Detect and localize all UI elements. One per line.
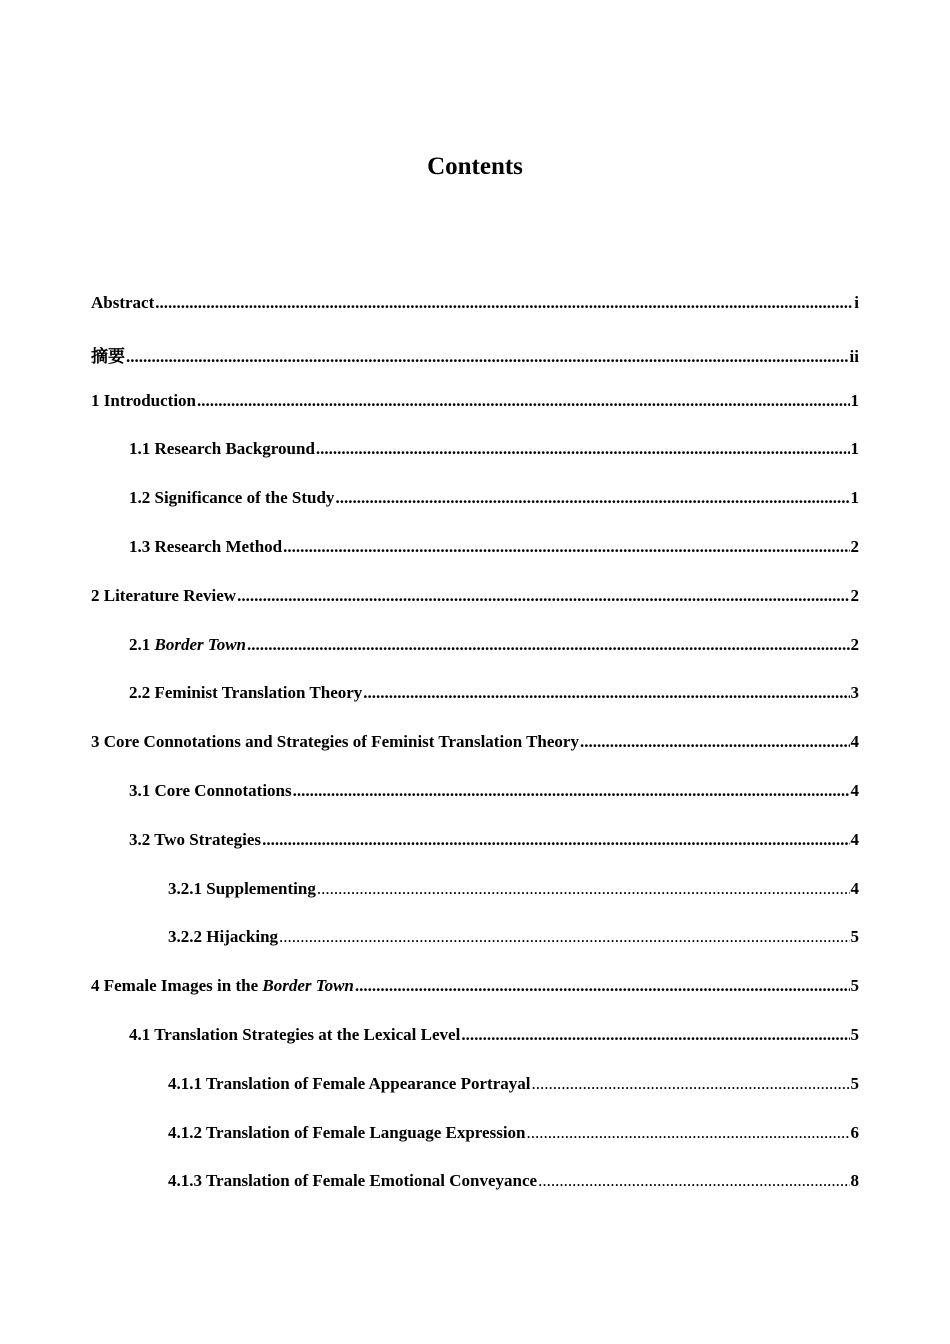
toc-entry[interactable] [91, 439, 859, 488]
toc-entry[interactable] [91, 1123, 859, 1172]
toc-dot-leader [335, 488, 849, 508]
toc-page-number: 4 [850, 878, 859, 898]
toc-entry-label [168, 879, 316, 899]
toc-entry-title: 4.1.1 Translation of Female Appearance Portrayal [168, 1073, 531, 1093]
toc-dot-leader [293, 781, 850, 801]
toc-entry-title: 4.1 Translation Strategies at the Lexical Level [129, 1024, 461, 1044]
toc-entry-title: 4.1.2 Translation of Female Language Expression [168, 1122, 526, 1142]
toc-entry-title: 3.2.2 Hijacking [168, 927, 279, 947]
toc-entry-title: 3.2.1 Supplementing [168, 878, 316, 898]
toc-page-number: 2 [850, 585, 859, 605]
toc-dot-leader [317, 879, 850, 899]
toc-entry-label [168, 1171, 537, 1191]
toc-page-number: 6 [850, 1122, 859, 1142]
toc-entry[interactable] [91, 1025, 859, 1074]
toc-entry[interactable] [91, 488, 859, 537]
toc-entry-label [91, 293, 154, 313]
toc-entry[interactable] [91, 683, 859, 732]
toc-entry-title: 4.1.3 Translation of Female Emotional Conveyance [168, 1171, 538, 1191]
toc-dot-leader [580, 732, 850, 752]
toc-entry[interactable] [91, 1074, 859, 1123]
toc-dot-leader [262, 830, 849, 850]
toc-entry-title: 1.2 Significance of the Study [129, 488, 335, 508]
toc-entry-label [129, 439, 315, 459]
toc-entry-label [129, 488, 334, 508]
toc-dot-leader [316, 439, 850, 459]
toc-dot-leader [237, 586, 849, 606]
toc-entry-label [168, 927, 278, 947]
page-title: Contents [427, 153, 523, 180]
toc-dot-leader [155, 293, 853, 313]
toc-entry-label [129, 781, 292, 801]
toc-page-number: 1 [850, 488, 859, 508]
toc-dot-leader [363, 683, 849, 703]
toc-entry-label [129, 1025, 460, 1045]
toc-entry[interactable] [91, 781, 859, 830]
toc-dot-leader [527, 1123, 850, 1143]
toc-page-number: 3 [850, 683, 859, 703]
toc-entry[interactable] [91, 586, 859, 635]
toc-page-number: 5 [850, 1073, 859, 1093]
toc-dot-leader [197, 391, 849, 411]
toc-entry-title: 1 Introduction [91, 390, 197, 410]
toc-entry[interactable] [91, 976, 859, 1025]
toc-entry-label [91, 586, 236, 606]
toc-entry-italic-title: Border Town [154, 634, 246, 654]
toc-entry-title: Abstract [91, 293, 155, 312]
toc-page-number: 5 [850, 1024, 859, 1044]
toc-dot-leader [247, 635, 850, 655]
toc-entry-label [91, 732, 579, 752]
toc-entry-title: 2 Literature Review [91, 585, 237, 605]
toc-entry[interactable] [91, 391, 859, 440]
toc-dot-leader [531, 1074, 849, 1094]
toc-entry-title: 4 Female Images in the [91, 976, 263, 996]
toc-entry-italic-title: Border Town [262, 976, 354, 996]
toc-entry[interactable] [91, 879, 859, 928]
toc-entry-title: 摘要 [91, 346, 125, 366]
toc-entry[interactable] [91, 830, 859, 879]
table-of-contents [91, 293, 859, 1220]
toc-entry[interactable] [91, 635, 859, 684]
toc-entry-label [168, 1074, 530, 1094]
toc-entry-title: 1.3 Research Method [129, 536, 283, 556]
toc-page-number: 4 [850, 780, 859, 800]
toc-page-number: 8 [850, 1171, 859, 1191]
toc-entry-label [129, 537, 282, 557]
toc-entry-label [129, 830, 261, 850]
toc-dot-leader [279, 927, 849, 947]
toc-entry-title: 3 Core Connotations and Strategies of Feminist Translation Theory [91, 732, 579, 752]
toc-page-number: 2 [850, 634, 859, 654]
toc-page-number: 1 [850, 439, 859, 459]
toc-entry-title: 3.2 Two Strategies [129, 829, 262, 849]
toc-entry[interactable] [91, 732, 859, 781]
toc-page-number: 4 [850, 732, 859, 752]
toc-entry-title: 2.1 [129, 634, 155, 654]
toc-page-number: 1 [850, 390, 859, 410]
toc-dot-leader [538, 1171, 849, 1191]
toc-page-number: ii [849, 346, 859, 366]
toc-entry-label [91, 342, 125, 367]
toc-entry[interactable] [91, 342, 859, 391]
toc-entry-label [91, 391, 196, 411]
toc-entry[interactable] [91, 927, 859, 976]
toc-entry-title: 1.1 Research Background [129, 439, 315, 459]
toc-entry-label [168, 1123, 526, 1143]
toc-entry-label [129, 635, 246, 655]
toc-page-number: 5 [850, 976, 859, 996]
toc-dot-leader [126, 347, 849, 367]
toc-page-number: 4 [850, 829, 859, 849]
toc-entry[interactable] [91, 293, 859, 342]
toc-entry-label [91, 976, 354, 996]
toc-entry[interactable] [91, 537, 859, 586]
toc-page-number: i [854, 293, 859, 312]
toc-entry[interactable] [91, 1171, 859, 1220]
toc-entry-title: 3.1 Core Connotations [129, 780, 292, 800]
toc-page-number: 2 [850, 536, 859, 556]
toc-entry-title: 2.2 Feminist Translation Theory [129, 683, 363, 703]
toc-dot-leader [283, 537, 849, 557]
toc-dot-leader [461, 1025, 849, 1045]
toc-page-number: 5 [850, 927, 859, 947]
toc-entry-label [129, 683, 362, 703]
toc-dot-leader [355, 976, 850, 996]
